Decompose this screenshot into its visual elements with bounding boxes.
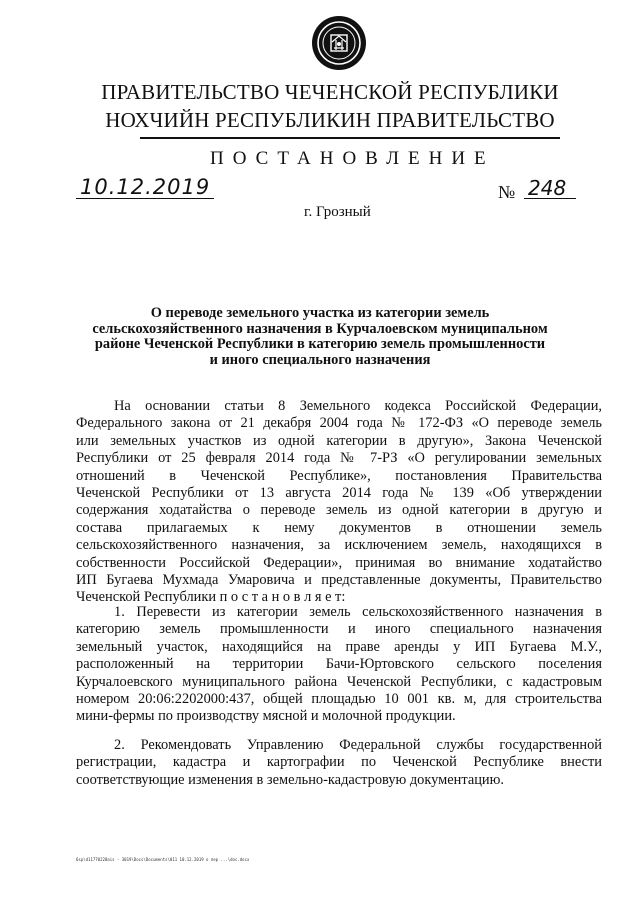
text-line: категорию земель промышленности и иного специального назначения <box>76 621 602 638</box>
text-line: номером 20:06:2202000:437, общей площадью 10 001 кв. м, для строительства <box>76 691 602 708</box>
government-name-russian: ПРАВИТЕЛЬСТВО ЧЕЧЕНСКОЙ РЕСПУБЛИКИ <box>101 80 559 104</box>
text-line: отношений в Чеченской Республике», постановления Правительства <box>76 467 602 484</box>
text-line: соответствующие изменения в земельно-кадастровую документацию. <box>76 771 504 788</box>
item-2-paragraph <box>76 737 602 789</box>
text-line: 1. Перевести из категории земель сельскохозяйственного назначения в <box>114 604 602 620</box>
text-line: Курчалоевского муниципального района Чеченской Республики, с кадастровым <box>76 673 602 690</box>
text-line: На основании статьи 8 Земельного кодекса Российской Федерации, <box>114 398 602 414</box>
subject-line: О переводе земельного участка из категории земель <box>150 305 490 321</box>
number-sign: № <box>498 182 516 202</box>
text-line: Республики от 25 февраля 2014 года № 7-РЗ «О регулировании земельных <box>76 450 602 467</box>
item-1-paragraph <box>76 604 602 726</box>
header-divider <box>140 137 560 139</box>
file-reference-footer: 6sp\d11770228ais - 3019\Docs\Documents\011 10.12.2019 о пер ...\dоc.docx <box>76 857 250 862</box>
preamble-paragraph <box>76 398 602 607</box>
text-line: сельскохозяйственного назначения, за исключением земель, находящихся в <box>76 537 602 554</box>
text-line: мини-фермы по производству мясной и молочной продукции. <box>76 708 456 725</box>
document-date: 10.12.2019 <box>76 176 214 199</box>
subject-line: сельскохозяйственного назначения в Курчалоевском муниципальном <box>92 320 548 337</box>
text-line: ИП Бугаева Мухмада Умаровича и представленные документы, Правительство <box>76 572 602 589</box>
text-line: состава прилагаемых к нему документов в отношении земель <box>76 519 602 536</box>
text-line: собственности Российской Федерации», принимая во внимание ходатайство <box>76 554 602 571</box>
text-line: 2. Рекомендовать Управлению Федеральной службы государственной <box>114 737 602 753</box>
document-number: 248 <box>524 178 576 199</box>
text-line: расположенный на территории Бачи-Юртовского сельского поселения <box>76 656 602 673</box>
text-line: земельный участок, находящийся на праве аренды у ИП Бугаева М.У., <box>76 638 602 655</box>
text-line: Чеченской Республики п о с т а н о в л я е т: <box>76 589 346 606</box>
text-line: или земельных участков из одной категории в другую», Закона Чеченской <box>76 432 602 449</box>
document-subject <box>60 306 580 368</box>
text-line: содержания ходатайства о переводе земель из одной категории в другую и <box>76 502 602 519</box>
emblem-icon <box>310 14 368 72</box>
document-city: г. Грозный <box>304 204 371 220</box>
subject-line: и иного специального назначения <box>209 351 431 368</box>
government-name-chechen: НОХЧИЙН РЕСПУБЛИКИН ПРАВИТЕЛЬСТВО <box>105 108 555 132</box>
subject-line: районе Чеченской Республики в категорию земель промышленности <box>94 336 546 352</box>
text-line: Федерального закона от 21 декабря 2004 года № 172-ФЗ «О переводе земель <box>76 415 602 432</box>
text-line: Чеченской Республики от 13 августа 2014 года № 139 «Об утверждении <box>76 485 602 502</box>
document-type: ПОСТАНОВЛЕНИЕ <box>210 148 495 169</box>
text-line: регистрации, кадастра и картографии по Чеченской Республике внести <box>76 754 602 771</box>
